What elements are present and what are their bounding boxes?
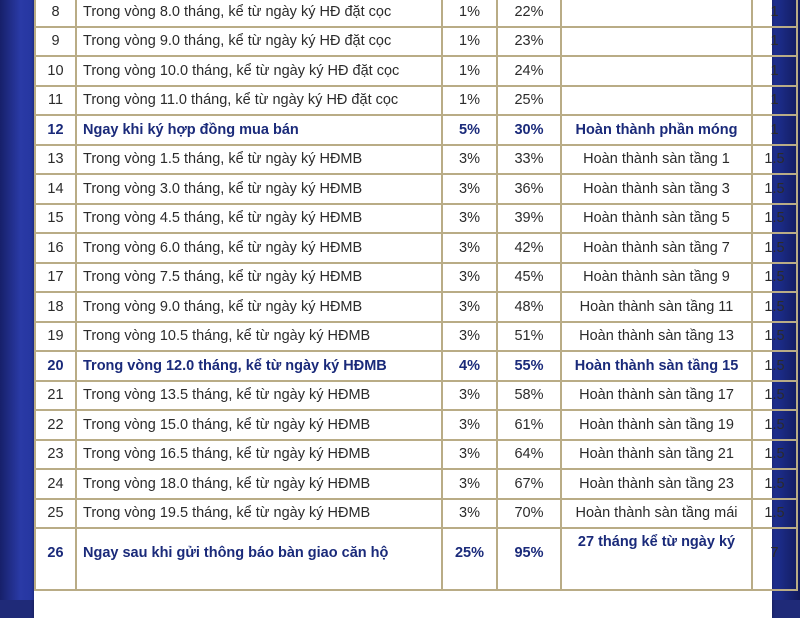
- cell-percent: 1%: [442, 0, 497, 27]
- table-row: [35, 410, 797, 440]
- cell-duration: 1.5: [752, 410, 797, 440]
- cell-duration: 1.5: [752, 351, 797, 381]
- table-row: [35, 27, 797, 57]
- cell-duration: 1: [752, 86, 797, 116]
- cell-cumulative: 39%: [497, 204, 561, 234]
- cell-milestone: Hoàn thành sàn tầng 13: [561, 322, 752, 352]
- table-row: [35, 322, 797, 352]
- cell-no: 14: [35, 174, 76, 204]
- cell-duration: 7: [752, 528, 797, 590]
- cell-duration: 1.5: [752, 145, 797, 175]
- cell-cumulative: 45%: [497, 263, 561, 293]
- cell-cumulative: 30%: [497, 115, 561, 145]
- cell-no: 13: [35, 145, 76, 175]
- cell-cumulative: 42%: [497, 233, 561, 263]
- cell-cumulative: 22%: [497, 0, 561, 27]
- cell-description: Trong vòng 12.0 tháng, kể từ ngày ký HĐMB: [76, 351, 442, 381]
- cell-description: Trong vòng 10.5 tháng, kể từ ngày ký HĐMB: [76, 322, 442, 352]
- cell-description: Trong vòng 6.0 tháng, kể từ ngày ký HĐMB: [76, 233, 442, 263]
- cell-percent: 3%: [442, 469, 497, 499]
- cell-no: 20: [35, 351, 76, 381]
- cell-milestone: Hoàn thành sàn tầng mái: [561, 499, 752, 529]
- cell-no: 25: [35, 499, 76, 529]
- cell-milestone: Hoàn thành sàn tầng 3: [561, 174, 752, 204]
- cell-milestone: Hoàn thành sàn tầng 7: [561, 233, 752, 263]
- cell-duration: 1.5: [752, 204, 797, 234]
- cell-no: 8: [35, 0, 76, 27]
- cell-no: 12: [35, 115, 76, 145]
- payment-schedule-table: [34, 0, 798, 591]
- cell-no: 23: [35, 440, 76, 470]
- cell-duration: 1: [752, 0, 797, 27]
- cell-milestone: Hoàn thành sàn tầng 17: [561, 381, 752, 411]
- cell-percent: 3%: [442, 381, 497, 411]
- cell-duration: 1.5: [752, 381, 797, 411]
- payment-schedule-sheet: [34, 0, 785, 618]
- cell-no: 21: [35, 381, 76, 411]
- cell-percent: 3%: [442, 410, 497, 440]
- cell-milestone: [561, 86, 752, 116]
- table-row: [35, 174, 797, 204]
- cell-description: Trong vòng 1.5 tháng, kể từ ngày ký HĐMB: [76, 145, 442, 175]
- cell-duration: 1.5: [752, 499, 797, 529]
- cell-milestone: Hoàn thành sàn tầng 23: [561, 469, 752, 499]
- cell-cumulative: 64%: [497, 440, 561, 470]
- cell-cumulative: 70%: [497, 499, 561, 529]
- table-body: [35, 0, 797, 590]
- cell-description: Trong vòng 15.0 tháng, kể từ ngày ký HĐMB: [76, 410, 442, 440]
- cell-duration: 1.5: [752, 322, 797, 352]
- cell-description: Trong vòng 19.5 tháng, kể từ ngày ký HĐMB: [76, 499, 442, 529]
- table-row: [35, 86, 797, 116]
- cell-description: Trong vòng 9.0 tháng, kể từ ngày ký HĐMB: [76, 292, 442, 322]
- cell-description: Ngay khi ký hợp đồng mua bán: [76, 115, 442, 145]
- cell-cumulative: 58%: [497, 381, 561, 411]
- cell-cumulative: 25%: [497, 86, 561, 116]
- cell-description: Ngay sau khi gửi thông báo bàn giao căn hộ: [76, 528, 442, 590]
- cell-percent: 4%: [442, 351, 497, 381]
- cell-duration: 1.5: [752, 292, 797, 322]
- table-row: [35, 469, 797, 499]
- cell-description: Trong vòng 3.0 tháng, kể từ ngày ký HĐMB: [76, 174, 442, 204]
- cell-percent: 3%: [442, 145, 497, 175]
- cell-duration: 1: [752, 115, 797, 145]
- page-background-left: [0, 0, 34, 600]
- table-row: [35, 204, 797, 234]
- cell-cumulative: 48%: [497, 292, 561, 322]
- cell-milestone: Hoàn thành sàn tầng 19: [561, 410, 752, 440]
- table-row: [35, 292, 797, 322]
- cell-percent: 1%: [442, 56, 497, 86]
- cell-milestone: Hoàn thành sàn tầng 15: [561, 351, 752, 381]
- table-row: [35, 233, 797, 263]
- cell-description: Trong vòng 11.0 tháng, kể từ ngày ký HĐ đặt cọc: [76, 86, 442, 116]
- cell-description: Trong vòng 18.0 tháng, kể từ ngày ký HĐMB: [76, 469, 442, 499]
- cell-percent: 25%: [442, 528, 497, 590]
- cell-description: Trong vòng 16.5 tháng, kể từ ngày ký HĐMB: [76, 440, 442, 470]
- cell-cumulative: 55%: [497, 351, 561, 381]
- table-row: [35, 115, 797, 145]
- cell-duration: 1: [752, 56, 797, 86]
- cell-duration: 1: [752, 27, 797, 57]
- cell-no: 17: [35, 263, 76, 293]
- cell-milestone: [561, 27, 752, 57]
- cell-cumulative: 95%: [497, 528, 561, 590]
- cell-milestone: Hoàn thành sàn tầng 9: [561, 263, 752, 293]
- cell-percent: 3%: [442, 499, 497, 529]
- cell-milestone: Hoàn thành sàn tầng 5: [561, 204, 752, 234]
- cell-milestone: Hoàn thành sàn tầng 1: [561, 145, 752, 175]
- cell-no: 10: [35, 56, 76, 86]
- cell-cumulative: 33%: [497, 145, 561, 175]
- table-row: [35, 381, 797, 411]
- table-row: [35, 440, 797, 470]
- cell-cumulative: 67%: [497, 469, 561, 499]
- cell-percent: 1%: [442, 27, 497, 57]
- cell-no: 19: [35, 322, 76, 352]
- cell-percent: 3%: [442, 174, 497, 204]
- cell-percent: 3%: [442, 233, 497, 263]
- table-row: [35, 499, 797, 529]
- table-row: [35, 0, 797, 27]
- cell-milestone: Hoàn thành sàn tầng 21: [561, 440, 752, 470]
- cell-percent: 3%: [442, 292, 497, 322]
- cell-no: 18: [35, 292, 76, 322]
- table-row-last: [35, 528, 797, 590]
- cell-cumulative: 36%: [497, 174, 561, 204]
- cell-cumulative: 23%: [497, 27, 561, 57]
- cell-duration: 1.5: [752, 469, 797, 499]
- cell-percent: 5%: [442, 115, 497, 145]
- cell-description: Trong vòng 13.5 tháng, kể từ ngày ký HĐMB: [76, 381, 442, 411]
- cell-duration: 1.5: [752, 233, 797, 263]
- cell-cumulative: 24%: [497, 56, 561, 86]
- cell-no: 26: [35, 528, 76, 590]
- cell-description: Trong vòng 10.0 tháng, kể từ ngày ký HĐ đặt cọc: [76, 56, 442, 86]
- cell-no: 15: [35, 204, 76, 234]
- cell-no: 11: [35, 86, 76, 116]
- table-row: [35, 263, 797, 293]
- cell-description: Trong vòng 7.5 tháng, kể từ ngày ký HĐMB: [76, 263, 442, 293]
- cell-percent: 3%: [442, 322, 497, 352]
- cell-no: 9: [35, 27, 76, 57]
- cell-duration: 1.5: [752, 263, 797, 293]
- cell-milestone: [561, 0, 752, 27]
- cell-percent: 3%: [442, 204, 497, 234]
- cell-percent: 3%: [442, 440, 497, 470]
- cell-no: 22: [35, 410, 76, 440]
- table-row: [35, 56, 797, 86]
- cell-duration: 1.5: [752, 440, 797, 470]
- cell-milestone: 27 tháng kể từ ngày ký: [561, 528, 752, 590]
- cell-milestone: [561, 56, 752, 86]
- cell-milestone: Hoàn thành sàn tầng 11: [561, 292, 752, 322]
- table-row: [35, 351, 797, 381]
- cell-description: Trong vòng 8.0 tháng, kể từ ngày ký HĐ đặt cọc: [76, 0, 442, 27]
- cell-description: Trong vòng 4.5 tháng, kể từ ngày ký HĐMB: [76, 204, 442, 234]
- cell-percent: 1%: [442, 86, 497, 116]
- cell-cumulative: 61%: [497, 410, 561, 440]
- cell-cumulative: 51%: [497, 322, 561, 352]
- cell-no: 24: [35, 469, 76, 499]
- cell-milestone: Hoàn thành phần móng: [561, 115, 752, 145]
- cell-description: Trong vòng 9.0 tháng, kể từ ngày ký HĐ đặt cọc: [76, 27, 442, 57]
- cell-duration: 1.5: [752, 174, 797, 204]
- cell-percent: 3%: [442, 263, 497, 293]
- table-row: [35, 145, 797, 175]
- cell-no: 16: [35, 233, 76, 263]
